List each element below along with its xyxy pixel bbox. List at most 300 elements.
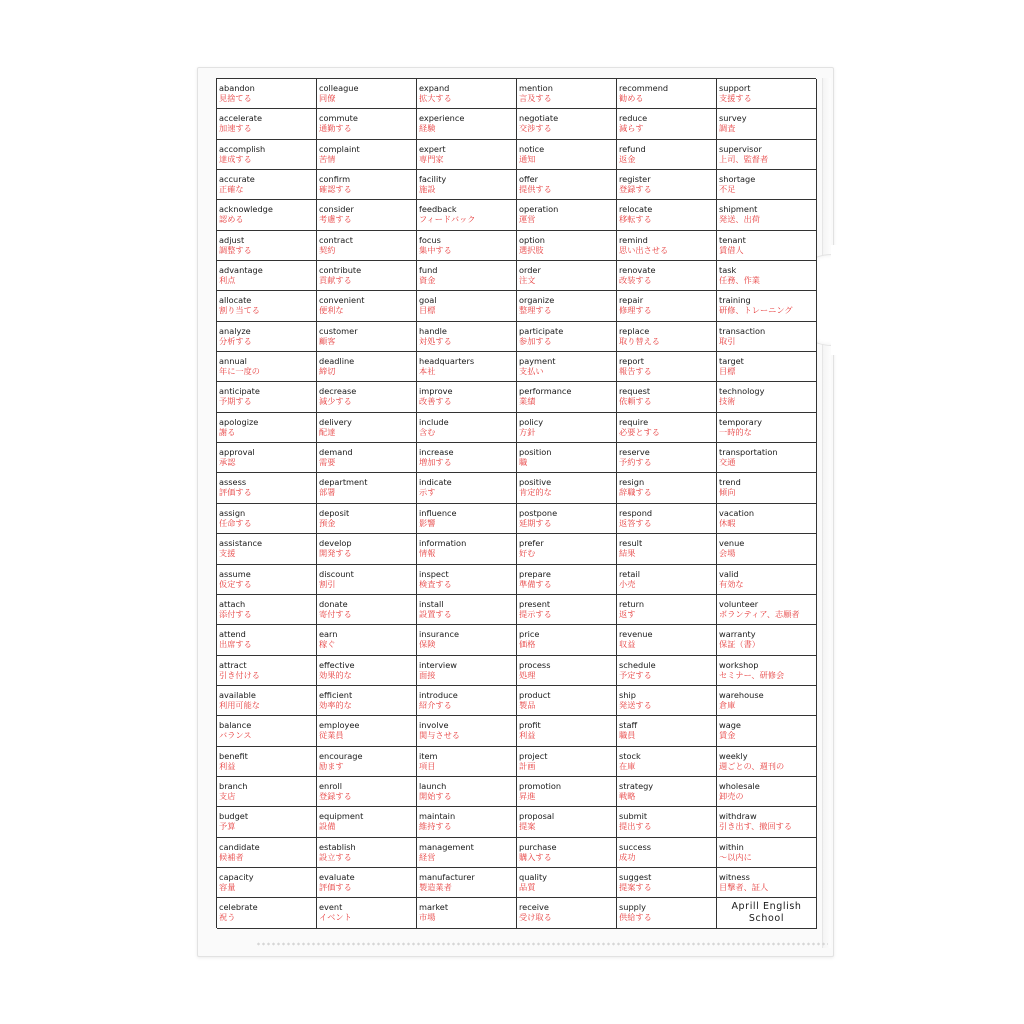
vocab-cell [617,291,717,321]
vocab-cell [517,352,617,382]
english-word: quality [519,871,548,882]
japanese-meaning: 好む [519,548,536,559]
english-word: order [519,265,541,276]
english-word: deadline [319,356,355,367]
english-word: balance [219,720,252,731]
english-word: fund [419,265,438,276]
vocab-cell [517,686,617,716]
vocab-cell [617,261,717,291]
japanese-meaning: 経営 [419,851,436,862]
english-word: market [419,902,449,913]
japanese-meaning: 開発する [319,548,352,559]
vocab-cell [717,777,817,807]
japanese-meaning: 有効な [719,578,744,589]
japanese-meaning: 引き付ける [219,669,260,680]
japanese-meaning: 研修、トレーニング [719,305,793,316]
japanese-meaning: 上司、監督者 [719,153,769,164]
japanese-meaning: 提出する [619,821,652,832]
english-word: headquarters [419,356,475,367]
english-word: option [519,234,545,245]
japanese-meaning: 検査する [419,578,452,589]
vocab-cell [517,261,617,291]
english-word: vacation [719,507,755,518]
english-word: purchase [519,841,557,852]
japanese-meaning: 従業員 [319,730,344,741]
vocab-cell [717,747,817,777]
japanese-meaning: 昇進 [519,790,536,801]
english-word: celebrate [219,902,258,913]
english-word: department [319,477,368,488]
vocab-cell [217,656,317,686]
vocab-cell [217,595,317,625]
english-word: result [619,538,643,549]
japanese-meaning: 関与させる [419,730,460,741]
english-word: wage [719,720,741,731]
english-word: capacity [219,871,254,882]
english-word: renovate [619,265,656,276]
vocab-cell [417,898,517,928]
vocab-cell [717,625,817,655]
japanese-meaning: 成功 [619,851,636,862]
english-word: organize [519,295,555,306]
english-word: focus [419,234,441,245]
vocab-cell [517,565,617,595]
english-word: volunteer [719,598,759,609]
folder-bottom-seam [256,941,828,947]
vocab-cell [717,352,817,382]
english-word: facility [419,174,447,185]
vocab-cell [217,898,317,928]
japanese-meaning: 卸売の [719,790,744,801]
english-word: colleague [319,83,359,93]
english-word: establish [319,841,356,852]
english-word: enroll [319,780,342,791]
english-word: insurance [419,629,460,640]
japanese-meaning: 同僚 [319,93,336,103]
english-word: apologize [219,416,259,427]
english-word: donate [319,598,348,609]
japanese-meaning: 利益 [519,730,536,741]
english-word: include [419,416,449,427]
vocab-cell [217,534,317,564]
japanese-meaning: 提供する [519,184,552,195]
japanese-meaning: 予定する [619,669,652,680]
japanese-meaning: 支払い [519,366,544,377]
japanese-meaning: 専門家 [419,153,444,164]
japanese-meaning: 支店 [219,790,236,801]
english-word: acknowledge [219,204,273,215]
japanese-meaning: 設立する [319,851,352,862]
japanese-meaning: 利益 [219,760,236,771]
japanese-meaning: 利点 [219,275,236,286]
japanese-meaning: 職 [519,457,528,468]
english-word: notice [519,143,545,154]
vocab-cell [717,291,817,321]
japanese-meaning: 考慮する [319,214,352,225]
japanese-meaning: 承認 [219,457,236,468]
english-word: inspect [419,568,449,579]
japanese-meaning: 利用可能な [219,699,260,710]
vocab-cell [517,473,617,503]
japanese-meaning: 祝う [219,912,236,923]
english-word: adjust [219,234,245,245]
english-word: evaluate [319,871,355,882]
japanese-meaning: 予約する [619,457,652,468]
vocab-cell [717,595,817,625]
vocab-cell [217,807,317,837]
english-word: require [619,416,649,427]
vocab-cell [717,231,817,261]
folder-right-edge [822,78,831,948]
english-word: supervisor [719,143,762,154]
vocab-cell [417,231,517,261]
vocabulary-grid [216,78,816,928]
english-word: offer [519,174,539,185]
vocab-cell [517,322,617,352]
english-word: stock [619,750,641,761]
vocab-cell [517,625,617,655]
english-word: indicate [419,477,452,488]
japanese-meaning: 提案 [519,821,536,832]
vocab-cell [317,200,417,230]
vocab-cell [417,595,517,625]
japanese-meaning: 市場 [419,912,436,923]
vocab-cell [417,716,517,746]
vocab-cell [317,140,417,170]
vocab-cell [417,170,517,200]
english-word: process [519,659,551,670]
english-word: influence [419,507,457,518]
vocab-cell [317,109,417,139]
vocab-cell [317,504,417,534]
japanese-meaning: 顧客 [319,335,336,346]
vocab-cell [317,291,417,321]
japanese-meaning: 注文 [519,275,536,286]
vocab-cell [517,534,617,564]
vocab-cell [717,504,817,534]
english-word: negotiate [519,113,559,124]
english-word: item [419,750,438,761]
vocab-cell [417,413,517,443]
japanese-meaning: 割引 [319,578,336,589]
japanese-meaning: 運営 [519,214,536,225]
vocab-cell [217,231,317,261]
japanese-meaning: 発送する [619,699,652,710]
english-word: expand [419,83,450,93]
japanese-meaning: 寄付する [319,608,352,619]
english-word: attach [219,598,246,609]
english-word: withdraw [719,811,757,822]
vocab-cell [517,838,617,868]
english-word: earn [319,629,338,640]
english-word: available [219,689,256,700]
english-word: within [719,841,744,852]
english-word: discount [319,568,354,579]
vocab-cell [617,79,717,109]
english-word: present [519,598,551,609]
vocab-cell [517,777,617,807]
english-word: operation [519,204,559,215]
japanese-meaning: 技術 [719,396,736,407]
english-word: contract [319,234,354,245]
english-word: wholesale [719,780,760,791]
vocab-cell [517,868,617,898]
vocab-cell [417,200,517,230]
english-word: attend [219,629,246,640]
vocab-cell [617,595,717,625]
vocab-cell [317,170,417,200]
vocab-cell [217,565,317,595]
japanese-meaning: 本社 [419,366,436,377]
folder-notch-cover [831,245,891,355]
japanese-meaning: 交通 [719,457,736,468]
vocab-cell [317,322,417,352]
english-word: position [519,447,552,458]
japanese-meaning: 辞職する [619,487,652,498]
english-word: refund [619,143,646,154]
japanese-meaning: 稼ぐ [319,639,336,650]
japanese-meaning: 容量 [219,881,236,892]
english-word: respond [619,507,653,518]
english-word: abandon [219,83,255,93]
english-word: reduce [619,113,648,124]
japanese-meaning: 返金 [619,153,636,164]
japanese-meaning: フィードバック [419,214,476,225]
english-word: accurate [219,174,255,185]
vocab-cell [317,656,417,686]
english-word: remind [619,234,648,245]
vocab-cell [417,656,517,686]
vocab-cell [217,382,317,412]
english-word: task [719,265,737,276]
vocab-cell [617,747,717,777]
japanese-meaning: 改装する [619,275,652,286]
english-word: transaction [719,325,766,336]
english-word: contribute [319,265,362,276]
japanese-meaning: 目撃者、証人 [719,881,769,892]
vocab-cell [217,716,317,746]
english-word: price [519,629,540,640]
japanese-meaning: 情報 [419,548,436,559]
vocab-cell [717,807,817,837]
vocab-cell [217,443,317,473]
japanese-meaning: 面接 [419,669,436,680]
japanese-meaning: 締切 [319,366,336,377]
vocab-cell [417,504,517,534]
japanese-meaning: 割り当てる [219,305,260,316]
vocab-cell [417,534,517,564]
japanese-meaning: 計画 [519,760,536,771]
vocab-cell [217,686,317,716]
vocab-cell [217,79,317,109]
vocab-cell [517,140,617,170]
japanese-meaning: 評価する [219,487,252,498]
vocab-cell [217,291,317,321]
japanese-meaning: 方針 [519,426,536,437]
english-word: approval [219,447,255,458]
japanese-meaning: 調査 [719,123,736,134]
english-word: deposit [319,507,350,518]
vocab-cell [217,200,317,230]
vocab-cell [417,109,517,139]
vocab-cell [317,625,417,655]
english-word: witness [719,871,750,882]
english-word: develop [319,538,352,549]
japanese-meaning: 登録する [319,790,352,801]
english-word: warehouse [719,689,764,700]
english-word: demand [319,447,353,458]
english-word: introduce [419,689,458,700]
english-word: warranty [719,629,756,640]
japanese-meaning: 維持する [419,821,452,832]
vocab-cell [617,231,717,261]
english-word: training [719,295,751,306]
japanese-meaning: 部署 [319,487,336,498]
english-word: replace [619,325,650,336]
vocab-cell [717,200,817,230]
vocab-cell [417,747,517,777]
japanese-meaning: 提案する [619,881,652,892]
english-word: target [719,356,744,367]
japanese-meaning: 提示する [519,608,552,619]
english-word: tenant [719,234,746,245]
vocab-cell [517,747,617,777]
english-word: profit [519,720,541,731]
japanese-meaning: 需要 [319,457,336,468]
japanese-meaning: ボランティア、志願者 [719,608,800,619]
japanese-meaning: 加速する [219,123,252,134]
vocab-cell [517,807,617,837]
english-word: venue [719,538,745,549]
english-word: management [419,841,474,852]
japanese-meaning: 示す [419,487,436,498]
vocab-cell [617,534,717,564]
japanese-meaning: 傾向 [719,487,736,498]
japanese-meaning: 増加する [419,457,452,468]
japanese-meaning: 効率的な [319,699,352,710]
vocab-cell [617,504,717,534]
vocab-cell [317,565,417,595]
japanese-meaning: 便利な [319,305,344,316]
english-word: request [619,386,651,397]
english-word: technology [719,386,765,397]
japanese-meaning: 貢献する [319,275,352,286]
japanese-meaning: 対処する [419,335,452,346]
vocab-cell [617,716,717,746]
english-word: project [519,750,548,761]
japanese-meaning: 登録する [619,184,652,195]
japanese-meaning: 含む [419,426,436,437]
japanese-meaning: 〜以内に [719,851,752,862]
english-word: install [419,598,444,609]
japanese-meaning: 参加する [519,335,552,346]
english-word: customer [319,325,358,336]
japanese-meaning: 正確な [219,184,244,195]
japanese-meaning: 目標 [419,305,436,316]
japanese-meaning: 職員 [619,730,636,741]
vocab-cell [717,261,817,291]
japanese-meaning: 予期する [219,396,252,407]
vocab-cell [617,868,717,898]
english-word: attract [219,659,247,670]
vocab-cell [317,231,417,261]
japanese-meaning: イベント [319,912,352,923]
vocab-cell [617,443,717,473]
japanese-meaning: セミナー、研修会 [719,669,785,680]
vocab-cell [217,109,317,139]
japanese-meaning: 預金 [319,517,336,528]
english-word: reserve [619,447,650,458]
vocab-cell [717,534,817,564]
english-word: decrease [319,386,357,397]
japanese-meaning: 延期する [519,517,552,528]
vocab-cell [517,504,617,534]
japanese-meaning: 修理する [619,305,652,316]
vocab-cell [517,79,617,109]
vocab-cell [317,868,417,898]
japanese-meaning: 取り替える [619,335,660,346]
japanese-meaning: 業績 [519,396,536,407]
vocab-cell [617,382,717,412]
vocab-cell [417,686,517,716]
japanese-meaning: 週ごとの、週刊の [719,760,785,771]
english-word: accelerate [219,113,263,124]
vocab-cell [617,777,717,807]
japanese-meaning: 分析する [219,335,252,346]
japanese-meaning: 準備する [519,578,552,589]
vocabulary-sheet [216,78,816,928]
vocab-cell [717,565,817,595]
vocab-cell [517,170,617,200]
english-word: policy [519,416,544,427]
english-word: ship [619,689,636,700]
vocab-cell [417,261,517,291]
vocab-cell [417,382,517,412]
vocab-cell [417,352,517,382]
school-name: Aprill English School [731,900,802,924]
english-word: assess [219,477,247,488]
vocab-cell [417,565,517,595]
japanese-meaning: 賃借人 [719,244,744,255]
japanese-meaning: 評価する [319,881,352,892]
japanese-meaning: 集中する [419,244,452,255]
vocab-cell [217,747,317,777]
vocab-cell [217,322,317,352]
japanese-meaning: 励ます [319,760,344,771]
japanese-meaning: 賃金 [719,730,736,741]
japanese-meaning: 選択肢 [519,244,544,255]
japanese-meaning: 予算 [219,821,236,832]
japanese-meaning: 製品 [519,699,536,710]
japanese-meaning: 苦情 [319,153,336,164]
vocab-cell [717,838,817,868]
vocab-cell [417,868,517,898]
english-word: shortage [719,174,756,185]
vocab-cell [617,838,717,868]
japanese-meaning: 受け取る [519,912,552,923]
japanese-meaning: 契約 [319,244,336,255]
english-word: encourage [319,750,363,761]
vocab-cell [317,807,417,837]
english-word: manufacturer [419,871,475,882]
japanese-meaning: 発送、出荷 [719,214,760,225]
english-word: success [619,841,652,852]
vocab-cell [217,352,317,382]
vocab-cell [317,777,417,807]
vocab-cell [317,534,417,564]
vocab-cell [617,625,717,655]
japanese-meaning: 項目 [419,760,436,771]
